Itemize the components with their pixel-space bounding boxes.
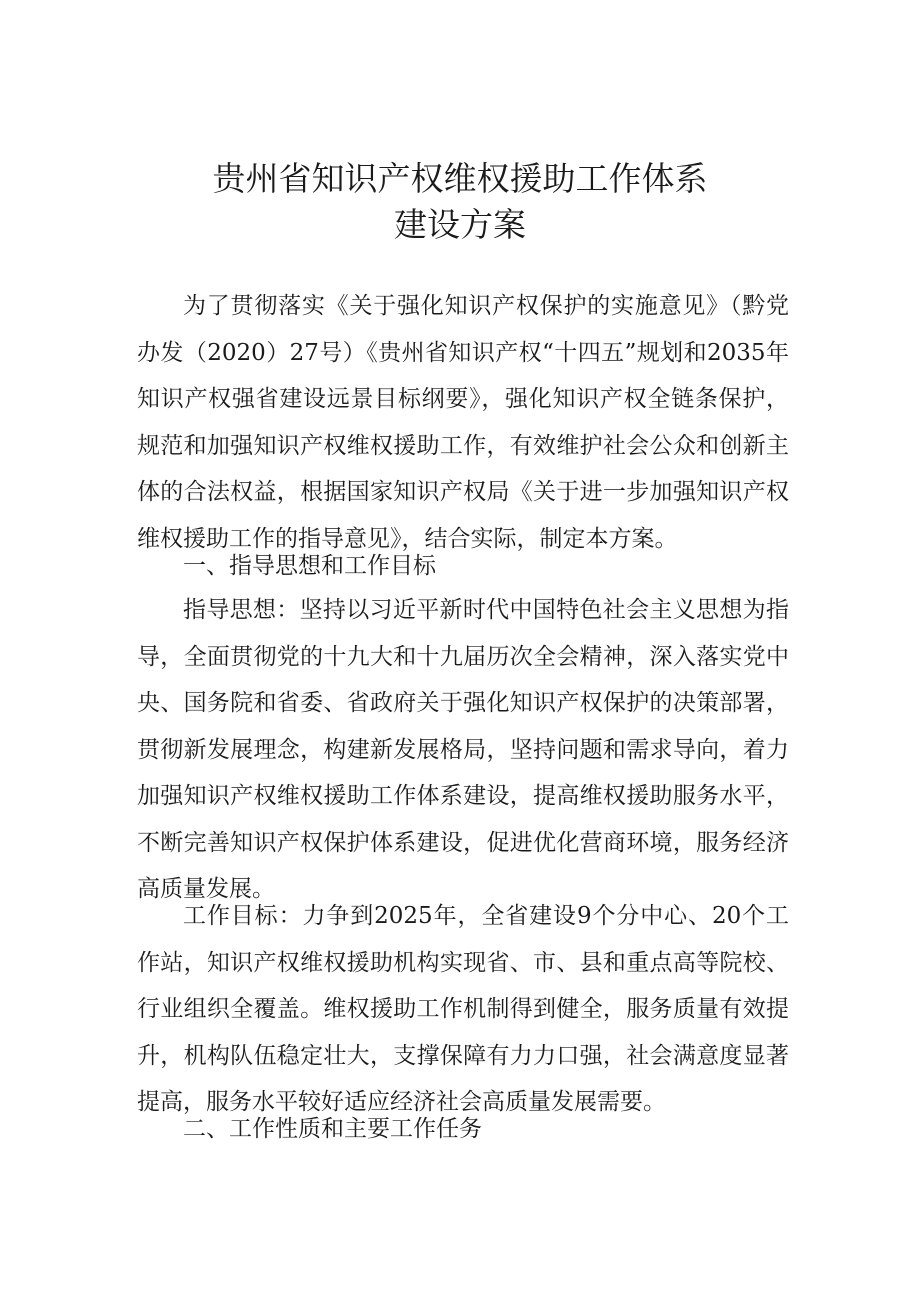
intro-paragraph: 为了贯彻落实《关于强化知识产权保护的实施意见》（黔党办发（2020）27号）《贵州省知识产权“十四五”规划和2035年知识产权强省建设远景目标纲要》，强化知识产权全链条保护，规范和加强知识产权维权援助工作，有效维护社会公众和创新主体的合法权益，根据国家知识产权局《关于进一步加强知识产权维权援助工作的指导意见》，结合实际，制定本方案。 (137, 293, 789, 552)
document-title-line-2: 建设方案 (394, 205, 526, 244)
guiding-ideology-paragraph: 指导思想：坚持以习近平新时代中国特色社会主义思想为指导，全面贯彻党的十九大和十九届历次全会精神，深入落实党中央、国务院和省委、省政府关于强化知识产权保护的决策部署，贯彻新发展理念，构建新发展格局，坚持问题和需求导向，着力加强知识产权维权援助工作体系建设，提高维权援助服务水平，不断完善知识产权保护体系建设，促进优化营商环境，服务经济高质量发展。 (137, 597, 789, 902)
work-goals-paragraph: 工作目标：力争到2025年，全省建设9个分中心、20个工作站，知识产权维权援助机构实现省、市、县和重点高等院校、行业组织全覆盖。维权援助工作机制得到健全，服务质量有效提升，机构队伍稳定壮大，支撑保障有力力口强，社会满意度显著提高，服务水平较好适应经济社会高质量发展需要。 (137, 903, 789, 1115)
section-heading-1: 一、指导思想和工作目标 (183, 553, 436, 579)
document-title-line-1: 贵州省知识产权维权援助工作体系 (212, 159, 708, 198)
section-heading-2: 二、工作性质和主要工作任务 (183, 1116, 482, 1142)
